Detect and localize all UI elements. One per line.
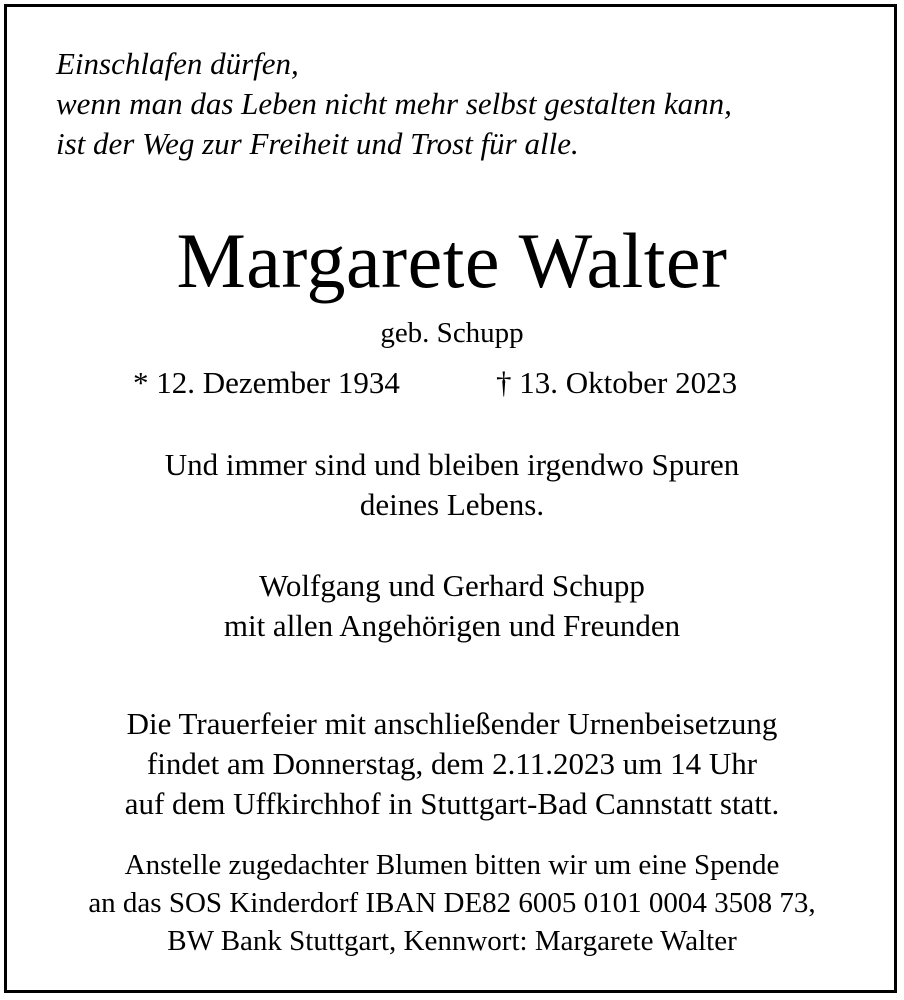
obituary-motto xyxy=(56,44,732,164)
mourners-line: Wolfgang und Gerhard Schupp xyxy=(259,568,645,603)
donation-line: an das SOS Kinderdorf IBAN DE82 6005 0101 0004 3508 73, xyxy=(88,887,816,919)
donation-request xyxy=(0,846,904,960)
birth-name: geb. Schupp xyxy=(380,317,524,349)
verse-line: Und immer sind und bleiben irgendwo Spuren xyxy=(164,447,740,482)
donation-line: Anstelle zugedachter Blumen bitten wir um eine Spende xyxy=(124,849,780,881)
verse-line: deines Lebens. xyxy=(359,487,545,522)
motto-line: ist der Weg zur Freiheit und Trost für alle. xyxy=(56,126,579,161)
donation-line: BW Bank Stuttgart, Kennwort: Margarete Walter xyxy=(167,925,737,957)
service-line: Die Trauerfeier mit anschließender Urnenbeisetzung xyxy=(126,706,778,741)
mourners-line: mit allen Angehörigen und Freunden xyxy=(223,608,681,643)
motto-line: Einschlafen dürfen, xyxy=(56,46,299,81)
memorial-verse xyxy=(0,445,904,525)
birth-date: * 12. Dezember 1934 xyxy=(133,365,400,400)
death-date: † 13. Oktober 2023 xyxy=(496,365,738,400)
deceased-name: Margarete Walter xyxy=(176,217,728,304)
service-line: auf dem Uffkirchhof in Stuttgart-Bad Cannstatt statt. xyxy=(124,786,780,821)
motto-line: wenn man das Leben nicht mehr selbst gestalten kann, xyxy=(56,86,732,121)
service-line: findet am Donnerstag, dem 2.11.2023 um 14 Uhr xyxy=(146,746,758,781)
funeral-service-notice xyxy=(0,704,904,824)
mourners-signature xyxy=(0,566,904,646)
